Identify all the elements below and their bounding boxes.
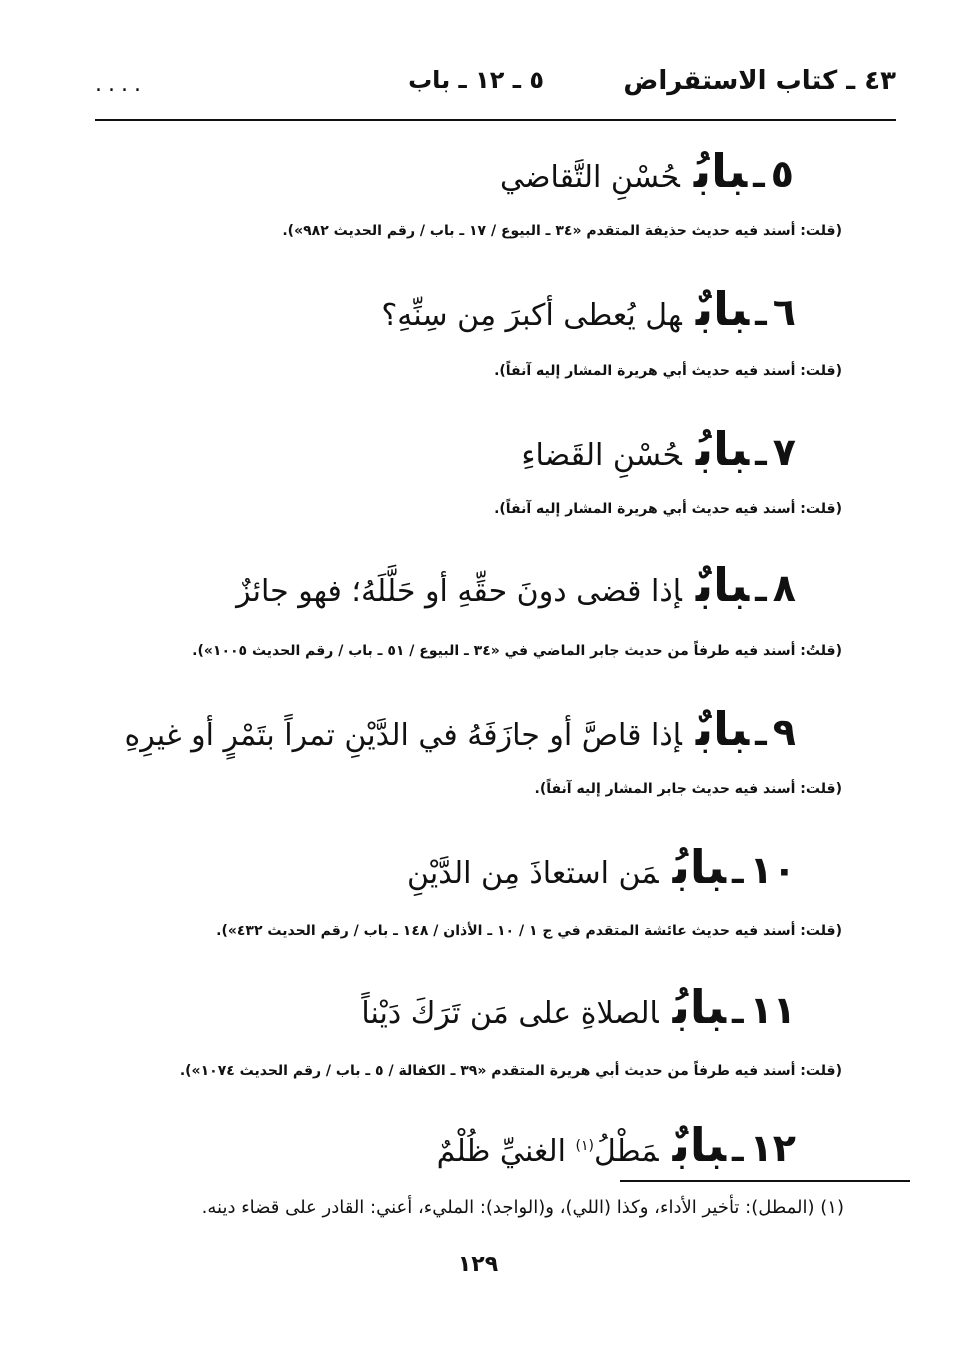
chapter-title: الصلاةِ على مَن تَرَكَ دَيْناً bbox=[361, 996, 659, 1031]
chapter-number: ٧ bbox=[772, 430, 796, 474]
chapter-heading-9 bbox=[125, 700, 796, 760]
chapter-note-5: (قلت: أسند فيه حديث حذيفة المتقدم «٣٤ ـ البيوع / ١٧ ـ باب / رقم الحديث ٩٨٢»). bbox=[282, 223, 842, 239]
chapter-bab-word: بابٌ bbox=[695, 702, 750, 756]
chapter-bab-word: بابُ bbox=[672, 980, 726, 1034]
chapter-number: ٥ bbox=[770, 152, 794, 196]
chapter-title: حُسْنِ التَّقاضي bbox=[500, 160, 680, 195]
page-number: ١٢٩ bbox=[457, 1252, 499, 1277]
chapter-heading-8 bbox=[236, 556, 796, 616]
chapter-heading-10 bbox=[407, 838, 796, 898]
chapter-title: إذا قضى دونَ حقِّهِ أو حَلَّلَهُ؛ فهو جائزٌ bbox=[236, 574, 682, 609]
chapter-number: ٨ bbox=[772, 566, 796, 610]
chapter-bab-word: بابٌ bbox=[672, 1118, 726, 1172]
chapter-number: ١٠ bbox=[749, 848, 796, 892]
chapter-dash: ـ bbox=[755, 434, 767, 474]
chapter-dash: ـ bbox=[731, 992, 744, 1032]
chapter-note-6: (قلت: أسند فيه حديث أبي هريرة المشار إليه آنفاً). bbox=[494, 363, 842, 379]
chapter-heading-11 bbox=[361, 978, 796, 1038]
chapter-note-7: (قلت: أسند فيه حديث أبي هريرة المشار إليه آنفاً). bbox=[494, 501, 842, 517]
footnote: (١) (المطل): تأخير الأداء، وكذا (اللي)، و(الواجد): المليء، أعني: القادر على قضاء دينه. bbox=[201, 1197, 844, 1218]
chapter-dash: ـ bbox=[755, 294, 767, 334]
chapter-note-10: (قلت: أسند فيه حديث عائشة المتقدم في ج ١ / ١٠ ـ الأذان / ١٤٨ ـ باب / رقم الحديث ٤٣٢»). bbox=[216, 923, 842, 939]
chapter-title: مَن استعاذَ مِن الدَّيْنِ bbox=[407, 856, 659, 891]
chapter-heading-5 bbox=[500, 142, 794, 202]
chapter-dash: ـ bbox=[753, 156, 765, 196]
chapter-note-11: (قلت: أسند فيه طرفاً من حديث أبي هريرة المتقدم «٣٩ ـ الكفالة / ٥ ـ باب / رقم الحديث ١٠٧٤»). bbox=[179, 1063, 842, 1079]
book-title: ٤٣ ـ كتاب الاستقراض bbox=[623, 66, 896, 96]
footnote-rule bbox=[620, 1180, 910, 1182]
header-dots: .... bbox=[95, 72, 147, 97]
running-header bbox=[95, 66, 896, 110]
footnote-marker: (١) bbox=[575, 1138, 594, 1154]
chapter-number: ١٢ bbox=[749, 1126, 796, 1170]
chapter-bab-word: بابُ bbox=[672, 840, 726, 894]
chapter-title-part: مَطْلُ bbox=[593, 1134, 659, 1169]
chapter-note-8: (قلتُ: أسند فيه طرفاً من حديث جابر الماضي في «٣٤ ـ البيوع / ٥١ ـ باب / رقم الحديث ١٠٠٥»). bbox=[192, 643, 842, 659]
chapter-dash: ـ bbox=[755, 714, 767, 754]
chapter-number: ٦ bbox=[772, 290, 796, 334]
chapter-title-part: الغنيِّ ظُلْمٌ bbox=[436, 1134, 566, 1169]
chapter-dash: ـ bbox=[731, 1130, 744, 1170]
chapter-bab-word: بابُ bbox=[693, 144, 748, 198]
chapter-number: ٩ bbox=[772, 710, 796, 754]
chapter-title: إذا قاصَّ أو جازَفَهُ في الدَّيْنِ تمراً بتَمْرٍ أو غيرِهِ bbox=[124, 718, 682, 753]
header-rule bbox=[95, 119, 896, 121]
section-range: ٥ ـ ١٢ ـ باب bbox=[408, 66, 544, 94]
chapter-title: حُسْنِ القَضاءِ bbox=[521, 438, 682, 473]
chapter-bab-word: بابٌ bbox=[695, 558, 750, 612]
chapter-heading-7 bbox=[521, 420, 796, 480]
chapter-dash: ـ bbox=[755, 570, 767, 610]
chapter-dash: ـ bbox=[731, 852, 744, 892]
chapter-title: هل يُعطى أكبرَ مِن سِنِّهِ؟ bbox=[381, 298, 682, 333]
chapter-note-9: (قلت: أسند فيه حديث جابر المشار إليه آنفاً). bbox=[534, 781, 842, 797]
chapter-heading-6 bbox=[381, 280, 796, 340]
chapter-bab-word: بابٌ bbox=[695, 282, 750, 336]
chapter-heading-12 bbox=[437, 1116, 796, 1176]
chapter-number: ١١ bbox=[749, 988, 796, 1032]
chapter-bab-word: بابُ bbox=[695, 422, 750, 476]
